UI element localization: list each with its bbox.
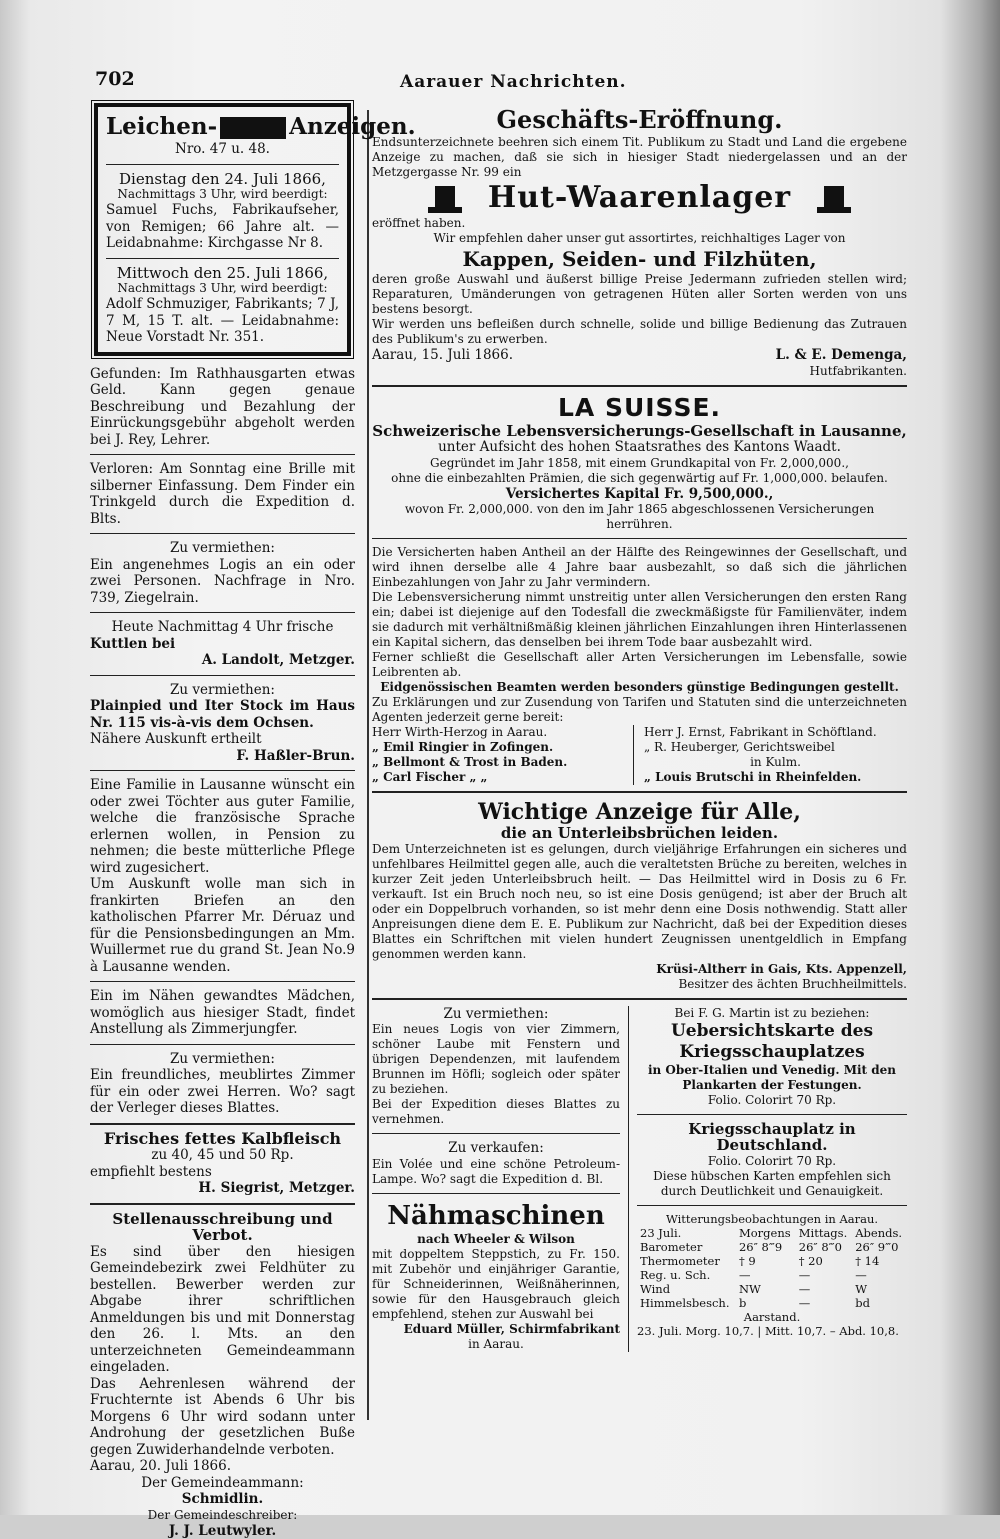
job-text: Es sind über den hiesigen Gemeindebezirk zwei Feldhüter zu bestellen. Bewerber werden zur Abgabe ihrer schriftlichen Anmeldungen bis und mit Donnerstag den 26. l. Mts. an den unterzeichneten Gemeindeammann eingeladen. <box>90 1244 355 1376</box>
la-suisse-heading: LA SUISSE. <box>372 393 907 423</box>
lausanne-notice: Eine Familie in Lausanne wünscht ein oder zwei Töchter aus guter Familie, welche die französische Sprache erlernen wollen, in Pension zu nehmen; die beste mütterliche Pflege wird zugesichert. <box>90 777 355 876</box>
agent-left: „ Emil Ringier in Zofingen. <box>372 740 627 755</box>
death-2-text: Adolf Schmuziger, Fabrikants; 7 J, 7 M, 15 T. alt. — Leidabnahme: Neue Vorstadt Nr. 351. <box>106 296 339 346</box>
weather-row: Reg. u. Sch. — — — <box>637 1268 907 1282</box>
veal-heading: Frisches fettes Kalbfleisch <box>90 1131 355 1148</box>
business-footer <box>372 347 907 379</box>
job-role-1: Der Gemeindeammann: <box>90 1475 355 1492</box>
right-subcolumn-left <box>372 1006 629 1352</box>
business-sign: L. & E. Demenga, <box>640 347 908 364</box>
death-2-time: Nachmittags 3 Uhr, wird beerdigt: <box>106 281 339 296</box>
maps-text: Diese hübschen Karten empfehlen sich durch Deutlichkeit und Genauigkeit. <box>637 1169 907 1199</box>
sale-text: Ein Volée und eine schöne Petroleum-Lampe. Wo? sagt die Expedition d. Bl. <box>372 1157 620 1187</box>
lost-notice: Verloren: Am Sonntag eine Brille mit silberner Einfassung. Dem Finder ein Trinkgeld durch die Expedition d. Blts. <box>90 461 355 527</box>
rent-3-heading: Zu vermiethen: <box>90 1051 355 1068</box>
rent-1-heading: Zu vermiethen: <box>90 540 355 557</box>
hats-heading: Kappen, Seiden- und Filzhüten, <box>372 246 907 272</box>
weather-row: Himmelsbesch. b — bd <box>637 1296 907 1310</box>
agent-right: „ Louis Brutschi in Rheinfelden. <box>644 770 907 785</box>
la-suisse-text-5: Zu Erklärungen und zur Zusendung von Tarifen und Statuten sind die unterzeichneten Agenten jederzeit gerne bereit: <box>372 695 907 725</box>
maps-sub: in Ober-Italien und Venedig. Mit den Plankarten der Festungen. <box>637 1063 907 1093</box>
tripe-line-1: Heute Nachmittag 4 Uhr frische <box>90 619 355 636</box>
business-date: Aarau, 15. Juli 1866. <box>372 347 640 364</box>
business-opened: eröffnet haben. <box>372 216 907 231</box>
job-date: Aarau, 20. Juli 1866. <box>90 1458 355 1475</box>
right-column <box>372 95 907 1352</box>
sewing-heading: Nähmaschinen <box>372 1200 620 1232</box>
maps-heading: Uebersichtskarte des Kriegsschauplatzes <box>637 1021 907 1063</box>
sewing-place: in Aarau. <box>372 1337 620 1352</box>
death-1-text: Samuel Fuchs, Fabrikaufseher, von Remigen; 66 Jahre alt. — Leidabnahme: Kirchgasse Nr 8. <box>106 202 339 252</box>
la-suisse-source: wovon Fr. 2,000,000. von den im Jahr 1865 abgeschlossenen Versicherungen herrühren. <box>372 502 907 532</box>
page-number: 702 <box>95 68 135 90</box>
agent-right: in Kulm. <box>644 755 907 770</box>
la-suisse-sub: Schweizerische Lebensversicherungs-Gesellschaft in Lausanne, <box>372 423 907 440</box>
job-role-2: Der Gemeindeschreiber: <box>90 1508 355 1523</box>
agent-right: „ R. Heuberger, Gerichtsweibel <box>644 740 907 755</box>
la-suisse-sub-2: unter Aufsicht des hohen Staatsrathes des Kantons Waadt. <box>372 439 907 456</box>
weather-row: Thermometer † 9 † 20 † 14 <box>637 1254 907 1268</box>
la-suisse-text-4: Eidgenössischen Beamten werden besonders günstige Bedingungen gestellt. <box>372 680 907 695</box>
left-column <box>90 95 355 1539</box>
sewing-sign: Eduard Müller, Schirmfabrikant <box>372 1322 620 1337</box>
job-text-2: Das Aehrenlesen während der Fruchternte ist Abends 6 Uhr bis Morgens 6 Uhr wird sodann unter Androhung der gesetzlichen Buße gegen Zuwiderhandelnde verboten. <box>90 1376 355 1459</box>
job-heading: Stellenausschreibung und Verbot. <box>90 1211 355 1244</box>
hernia-text: Dem Unterzeichneten ist es gelungen, durch vieljährige Erfahrungen ein sicheres und unfehlbares Heilmittel gegen alle, auch die veraltetsten Brüche zu bereiten, welches in kurzer Zeit jeden Unterleibsbruch heilt. — Das Heilmittel wird in Dosis zu 6 Fr. verkauft. Ist ein Bruch noch neu, so ist eine Dosis genügend; ist aber der Bruch alt oder ein Doppelbruch vorhanden, so ist mehr denn eine Dosis nothwendig. Statt aller Anpreisungen diene dem E. E. Publikum zur Nachricht, daß bei der Expedition dieses Blattes ein Schriftchen mit vielen hundert Zeugnissen unentgeldlich in Empfang genommen werden kann. <box>372 842 907 962</box>
business-intro: Endsunterzeichnete beehren sich einem Tit. Publikum zu Stadt und Land die ergebene Anzeige zu machen, daß sie sich in hiesiger Stadt niedergelassen und an der Metzgergasse Nr. 99 ein <box>372 135 907 180</box>
business-text-3: deren große Auswahl und äußerst billige Preise Jedermann zufrieden stellen wird; Reparaturen, Umänderungen von getragenen Hüten aller Sorten werden von uns bestens besorgt. <box>372 272 907 317</box>
rent-2-text: Plainpied und Iter Stock im Haus Nr. 115 vis-à-vis dem Ochsen. <box>90 698 355 731</box>
business-opening-heading: Geschäfts-Eröffnung. <box>372 105 907 135</box>
weather-col-head: Abends. <box>852 1226 907 1240</box>
job-name-2: J. J. Leutwyler. <box>90 1523 355 1539</box>
la-suisse-founded: Gegründet im Jahr 1858, mit einem Grundkapital von Fr. 2,000,000., <box>372 456 907 471</box>
rent-4-text: Ein neues Logis von vier Zimmern, schöner Laube mit Fenstern und übrigen Dependenzen, mit laufendem Brunnen im Höfli; sogleich oder später zu beziehen. <box>372 1022 620 1097</box>
agents-list <box>372 725 907 785</box>
river-heading: Aarstand. <box>637 1310 907 1324</box>
hernia-sub: die an Unterleibsbrüchen leiden. <box>372 825 907 842</box>
agent-right: Herr J. Ernst, Fabrikant in Schöftland. <box>644 725 907 740</box>
lausanne-notice-2: Um Auskunft wolle man sich in frankirten Briefen an den katholischen Pfarrer Mr. Déruaz und für die Pensionsbedingungen an Mm. Wuillermet rue du grand St. Jean No.9 à Lausanne wenden. <box>90 876 355 975</box>
business-role: Hutfabrikanten. <box>640 364 908 379</box>
hat-icon <box>817 184 851 214</box>
river-text: 23. Juli. Morg. 10,7. | Mitt. 10,7. – Abd. 10,8. <box>637 1324 907 1338</box>
death-1-time: Nachmittags 3 Uhr, wird beerdigt: <box>106 187 339 202</box>
sale-heading: Zu verkaufen: <box>372 1140 620 1157</box>
weather-col-head: Mittags. <box>796 1226 852 1240</box>
rent-2-more: Nähere Auskunft ertheilt <box>90 731 355 748</box>
sewing-sub: nach Wheeler & Wilson <box>372 1232 620 1247</box>
hernia-sign: Krüsi-Altherr in Gais, Kts. Appenzell, <box>372 962 907 977</box>
weather-col-head: 23 Juli. <box>637 1226 736 1240</box>
death-1-date: Dienstag den 24. Juli 1866, <box>106 171 339 188</box>
rent-4-text-2: Bei der Expedition dieses Blattes zu vernehmen. <box>372 1097 620 1127</box>
right-subcolumn-right <box>629 1006 907 1352</box>
la-suisse-premiums: ohne die einbezahlten Prämien, die sich gegenwärtig auf Fr. 1,000,000. belaufen. <box>372 471 907 486</box>
rent-4-heading: Zu vermiethen: <box>372 1006 620 1023</box>
veal-sign: H. Siegrist, Metzger. <box>90 1180 355 1197</box>
tripe-line-2: Kuttlen bei <box>90 636 355 653</box>
column-divider <box>367 110 369 1420</box>
maps-heading-2: Kriegsschauplatz in Deutschland. <box>637 1121 907 1154</box>
death-notices-title: Leichen- Anzeigen. <box>106 113 339 141</box>
agent-left: „ Bellmont & Trost in Baden. <box>372 755 627 770</box>
rent-2-sign: F. Haßler-Brun. <box>90 748 355 765</box>
mourning-bar-icon <box>220 117 286 139</box>
hernia-role: Besitzer des ächten Bruchheilmittels. <box>372 977 907 992</box>
running-title: Aarauer Nachrichten. <box>400 72 627 92</box>
la-suisse-capital: Versichertes Kapital Fr. 9,500,000., <box>372 486 907 503</box>
found-notice: Gefunden: Im Rathhausgarten etwas Geld. Kann gegen genaue Beschreibung und Bezahlung der Einrückungsgebühr abgeholt werden bei J. Rey, Lehrer. <box>90 366 355 449</box>
rent-3-text: Ein freundliches, meublirtes Zimmer für ein oder zwei Herren. Wo? sagt der Verleger dieses Blattes. <box>90 1067 355 1117</box>
maps-price: Folio. Colorirt 70 Rp. <box>637 1093 907 1108</box>
weather-row: Wind NW — W <box>637 1282 907 1296</box>
job-name-1: Schmidlin. <box>90 1491 355 1508</box>
weather-table <box>637 1212 907 1338</box>
veal-recommend: empfiehlt bestens <box>90 1164 355 1181</box>
death-2-date: Mittwoch den 25. Juli 1866, <box>106 265 339 282</box>
rent-2-heading: Zu vermiethen: <box>90 682 355 699</box>
weather-heading: Witterungsbeobachtungen in Aarau. <box>637 1212 907 1226</box>
hat-icon <box>428 184 462 214</box>
maps-intro: Bei F. G. Martin ist zu beziehen: <box>637 1006 907 1021</box>
la-suisse-text-1: Die Versicherten haben Antheil an der Hälfte des Reingewinnes der Gesellschaft, und wird ihnen derselbe alle 4 Jahre baar ausbezahlt, so daß sich die jährlichen Einbezahlungen von Jahr zu Jahr vermindern. <box>372 545 907 590</box>
hernia-heading: Wichtige Anzeige für Alle, <box>372 799 907 825</box>
sewing-text: mit doppeltem Steppstich, zu Fr. 150. mit Zubehör und einjähriger Garantie, für Schneiderinnen, Weißnäherinnen, sowie für den Hausgebrauch gleich empfehlend, stehen zur Auswahl bei <box>372 1247 620 1322</box>
weather-row: Barometer 26″ 8‴9 26″ 8‴0 26″ 9‴0 <box>637 1240 907 1254</box>
veal-price: zu 40, 45 und 50 Rp. <box>90 1147 355 1164</box>
death-nro: Nro. 47 u. 48. <box>106 141 339 158</box>
maid-notice: Ein im Nähen gewandtes Mädchen, womöglich aus hiesiger Stadt, findet Anstellung als Zimmerjungfer. <box>90 988 355 1038</box>
la-suisse-text-2: Die Lebensversicherung nimmt unstreitig unter allen Versicherungen den ersten Rang ein; dabei ist diejenige auf den Todesfall die zweckmäßigste für Familienväter, indem sie dadurch mit verhältnißmäßig kleinen jährlichen Einzahlungen ihren Hinterlassenen ein Kapital sichern, das denselben bei ihrem Tode baar ausbezahlt wird. <box>372 590 907 650</box>
tripe-sign: A. Landolt, Metzger. <box>90 652 355 669</box>
death-notices-box <box>94 103 351 356</box>
business-text-2: Wir empfehlen daher unser gut assortirtes, reichhaltiges Lager von <box>372 231 907 246</box>
la-suisse-text-3: Ferner schließt die Gesellschaft aller Arten Versicherungen im Lebensfalle, sowie Leibrenten ab. <box>372 650 907 680</box>
rent-1-text: Ein angenehmes Logis an ein oder zwei Personen. Nachfrage in Nro. 739, Ziegelrain. <box>90 557 355 607</box>
maps-price-2: Folio. Colorirt 70 Rp. <box>637 1154 907 1169</box>
agent-left: „ Carl Fischer „ „ <box>372 770 627 785</box>
weather-col-head: Morgens <box>736 1226 796 1240</box>
hat-store-heading: Hut-Waarenlager <box>372 180 907 216</box>
business-text-4: Wir werden uns befleißen durch schnelle, solide und billige Bedienung das Zutrauen des Publikum's zu erwerben. <box>372 317 907 347</box>
agent-left: Herr Wirth-Herzog in Aarau. <box>372 725 627 740</box>
